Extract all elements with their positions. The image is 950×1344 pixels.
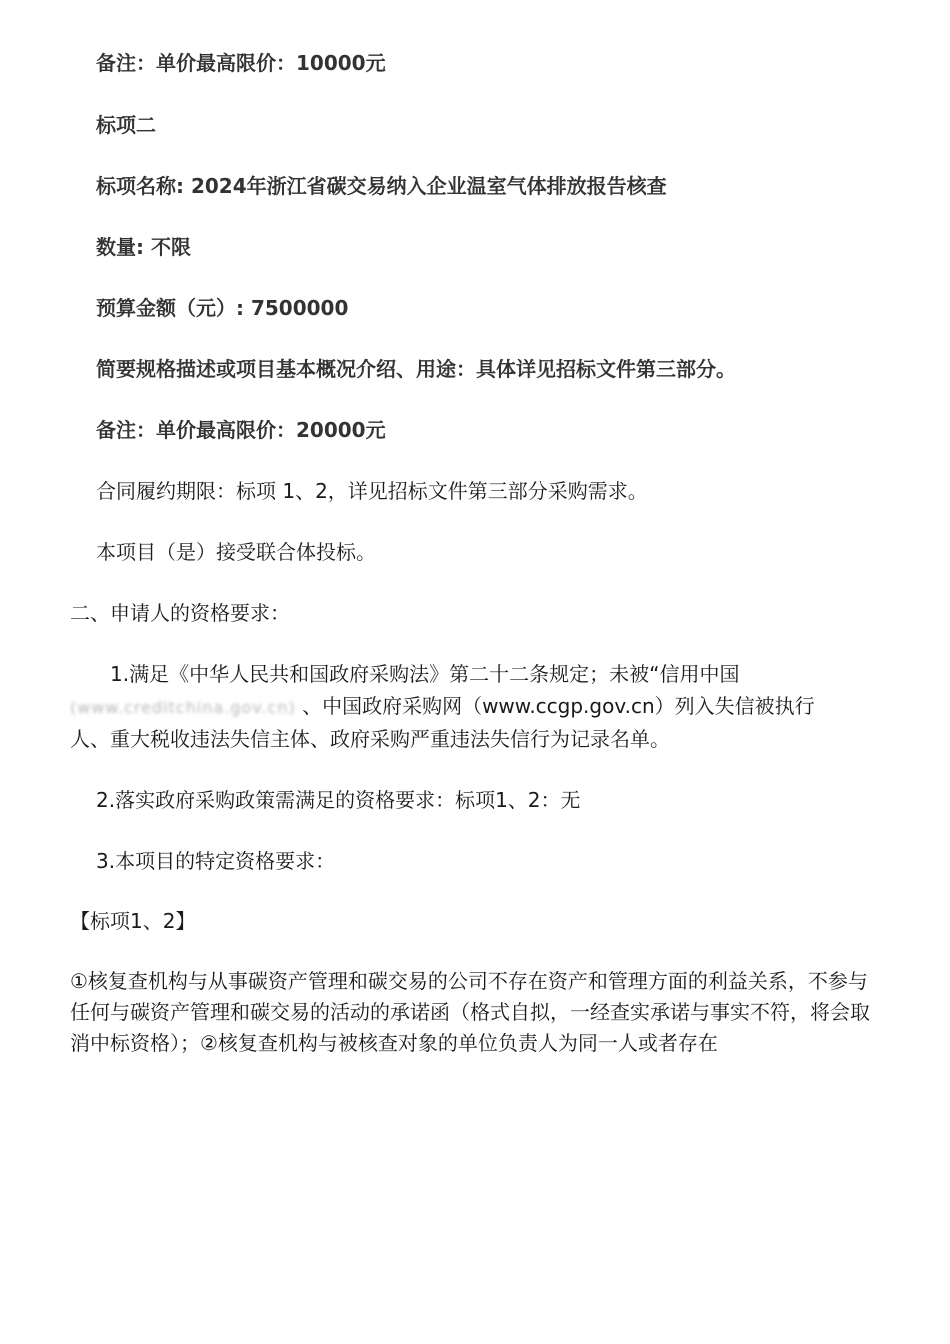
lot2-heading: 标项二 (96, 113, 156, 137)
clause-1: ①核复查机构与从事碳资产管理和碳交易的公司不存在资产和管理方面的利益关系，不参与任何与碳资产管理和碳交易的活动的承诺函（格式自拟，一经查实承诺与事实不符，将会取消中标资格）；②核复查机构与被核查对象的单位负责人为同一人或者存在 (70, 969, 870, 1055)
lot2-budget: 预算金额（元）: 7500000 (96, 296, 349, 320)
lots-tag: 【标项1、2】 (70, 909, 196, 933)
requirement-1-line3: 人、重大税收违法失信主体、政府采购严重违法失信行为记录名单。 (70, 727, 670, 751)
lot1-note-max-price: 备注：单价最高限价：10000元 (96, 51, 386, 75)
requirement-1-ccgp: 、中国政府采购网（www.ccgp.gov.cn）列入失信被执行 (302, 694, 815, 718)
consortium-statement: 本项目（是）接受联合体投标。 (96, 540, 376, 564)
requirement-2: 2.落实政府采购政策需满足的资格要求：标项1、2：无 (96, 788, 581, 812)
requirement-1-line1: 1.满足《中华人民共和国政府采购法》第二十二条规定；未被“信用中国 (110, 662, 740, 686)
clause-container (70, 966, 882, 1055)
section2-title: 二、申请人的资格要求： (70, 601, 290, 625)
blurred-url: (www.creditchina.gov.cn) (70, 698, 296, 717)
lot2-description: 简要规格描述或项目基本概况介绍、用途：具体详见招标文件第三部分。 (96, 357, 736, 381)
lot2-name: 标项名称: 2024年浙江省碳交易纳入企业温室气体排放报告核查 (96, 174, 667, 198)
lot2-quantity: 数量: 不限 (96, 235, 191, 259)
requirement-1-line2 (70, 693, 815, 721)
requirement-3: 3.本项目的特定资格要求： (96, 849, 336, 873)
lot2-note-max-price: 备注：单价最高限价：20000元 (96, 418, 386, 442)
contract-period: 合同履约期限：标项 1、2，详见招标文件第三部分采购需求。 (96, 479, 648, 503)
